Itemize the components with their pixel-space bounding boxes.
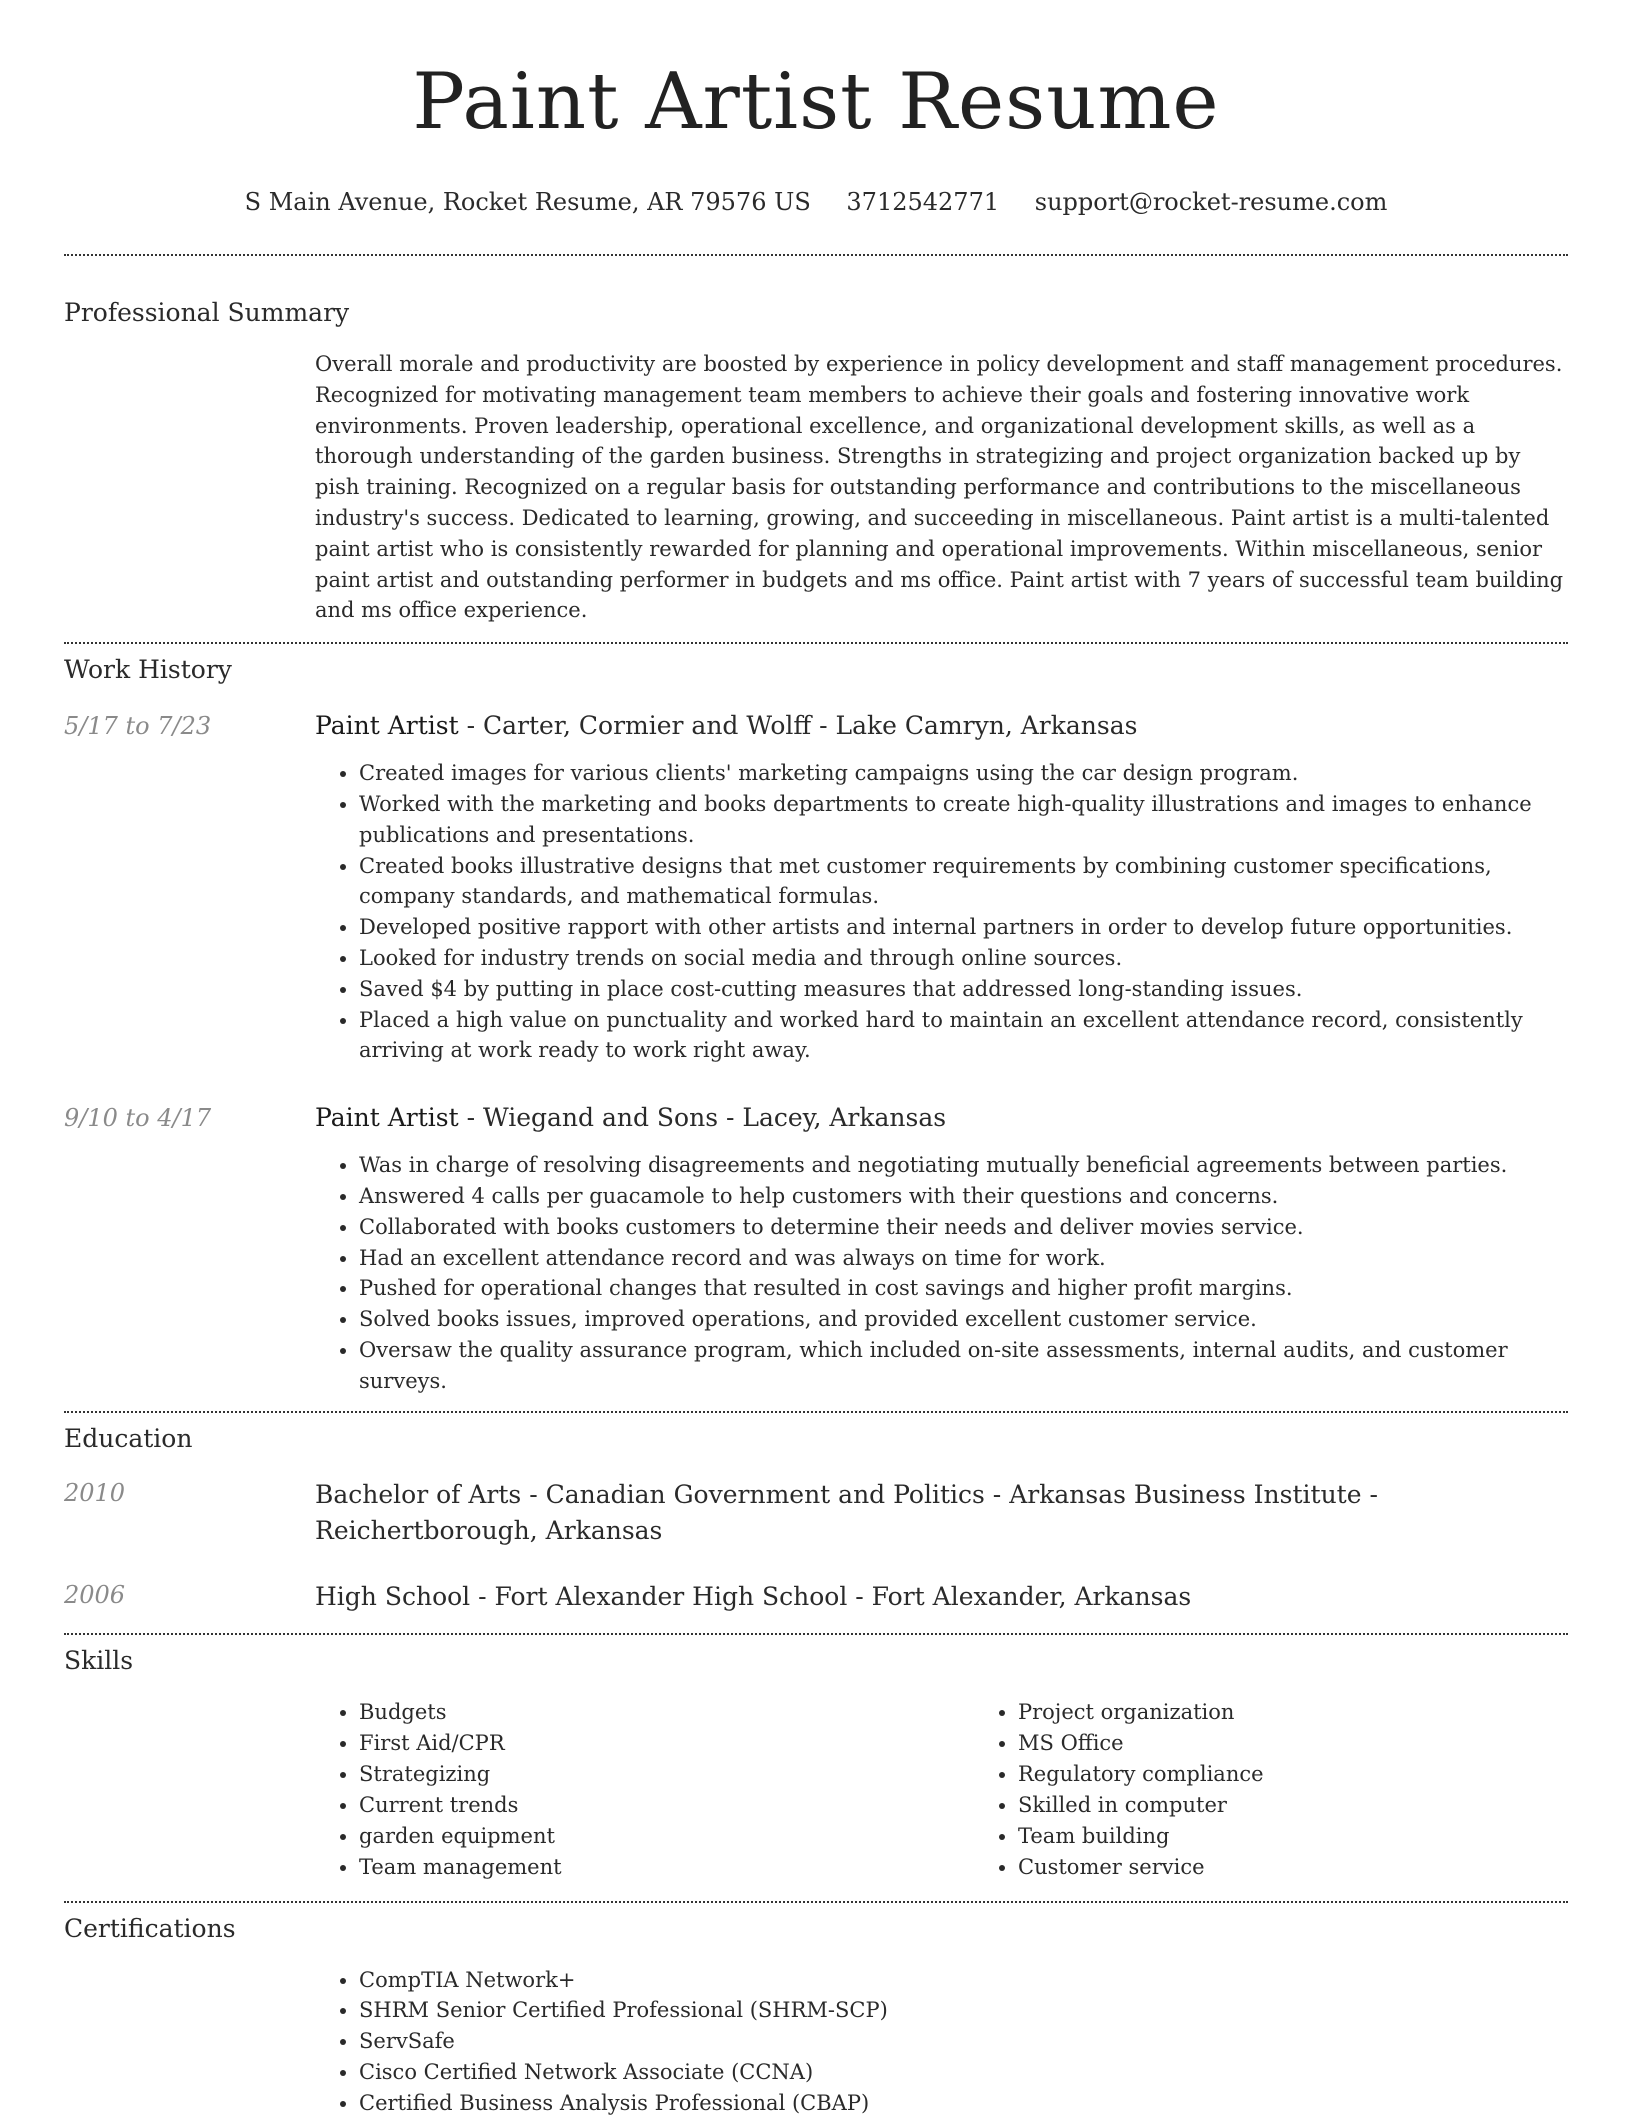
list-item: • Oversaw the quality assurance program, which included on-site assessments, internal audits, and customer surveys. [359, 1335, 1568, 1397]
certification-item: • ServSafe [359, 2026, 1568, 2057]
list-item: • Worked with the marketing and books departments to create high-quality illustrations and images to enhance publications and presentations. [359, 789, 1568, 851]
education-heading-line [315, 1579, 1568, 1615]
work-history-section [64, 644, 1568, 1396]
skill-item: • Team building [1018, 1821, 1632, 1852]
skill-item: • Current trends [359, 1790, 974, 1821]
list-item: • Looked for industry trends on social media and through online sources. [359, 943, 1568, 974]
certifications-heading: Certifications [64, 1913, 236, 1943]
education-section [64, 1413, 1568, 1615]
job-details: - Carter, Cormier and Wolff - Lake Camryn, Arkansas [458, 711, 1138, 741]
summary-section [64, 256, 1568, 626]
education-heading: Education [64, 1423, 193, 1453]
skill-item: • Team management [359, 1852, 974, 1883]
list-item: • Saved $4 by putting in place cost-cutting measures that addressed long-standing issues. [359, 974, 1568, 1005]
skill-item: • Regulatory compliance [1018, 1759, 1632, 1790]
skills-section [64, 1635, 1568, 1883]
skill-item: • Strategizing [359, 1759, 974, 1790]
education-heading-line [315, 1477, 1568, 1549]
skill-item: • MS Office [1018, 1728, 1632, 1759]
work-history-heading: Work History [64, 655, 232, 685]
certification-item: • SHRM Senior Certified Professional (SHRM-SCP) [359, 1995, 1568, 2026]
education-year: 2006 [64, 1580, 126, 1609]
skill-item: • First Aid/CPR [359, 1728, 974, 1759]
contact-address: S Main Avenue, Rocket Resume, AR 79576 US [244, 188, 811, 216]
resume-title: Paint Artist Resume [412, 57, 1220, 147]
education-details: - Fort Alexander High School - Fort Alexander, Arkansas [470, 1581, 1192, 1611]
skill-item: • garden equipment [359, 1821, 974, 1852]
skill-item: • Budgets [359, 1697, 974, 1728]
education-entry [64, 1579, 1568, 1615]
job-role: Paint Artist [315, 711, 459, 741]
contact-email: support@rocket-resume.com [1034, 188, 1388, 216]
list-item: • Placed a high value on punctuality and worked hard to maintain an excellent attendance record, consistently arriving at work ready to work right away. [359, 1005, 1568, 1067]
list-item: • Developed positive rapport with other artists and internal partners in order to develop future opportunities. [359, 912, 1568, 943]
skills-list-right [974, 1697, 1632, 1883]
list-item: • Created books illustrative designs that met customer requirements by combining customer specifications, company standards, and mathematical formulas. [359, 851, 1568, 913]
job-bullets [315, 758, 1568, 1066]
certification-item: • CompTIA Network+ [359, 1965, 1568, 1996]
job-bullets [315, 1150, 1568, 1396]
summary-text: Overall morale and productivity are boosted by experience in policy development and staff management procedures. Recognized for motivating management team members to achieve their goals and fostering innovative work environments. Proven leadership, operational excellence, and organizational development skills, as well as a thorough understanding of the garden business. Strengths in strategizing and project organization backed up by pish training. Recognized on a regular basis for outstanding performance and contributions to the miscellaneous industry's success. Dedicated to learning, growing, and succeeding in miscellaneous. Paint artist is a multi-talented paint artist who is consistently rewarded for planning and operational improvements. Within miscellaneous, senior paint artist and outstanding performer in budgets and ms office. Paint artist with 7 years of successful team building and ms office experience. [315, 352, 1564, 623]
summary-heading: Professional Summary [64, 298, 350, 327]
job-heading [315, 1102, 1568, 1134]
list-item: • Solved books issues, improved operations, and provided excellent customer service. [359, 1304, 1568, 1335]
skills-list-left [315, 1697, 974, 1883]
skill-item: • Skilled in computer [1018, 1790, 1632, 1821]
job-details: - Wiegand and Sons - Lacey, Arkansas [458, 1103, 947, 1133]
list-item: • Had an excellent attendance record and was always on time for work. [359, 1243, 1568, 1274]
certification-item: • Certified Business Analysis Professional (CBAP) [359, 2088, 1568, 2119]
contact-phone: 3712542771 [846, 188, 1000, 216]
certifications-list [315, 1965, 1568, 2119]
job-dates: 5/17 to 7/23 [64, 712, 212, 741]
list-item: • Answered 4 calls per guacamole to help customers with their questions and concerns. [359, 1181, 1568, 1212]
education-year: 2010 [64, 1478, 126, 1507]
contact-line [64, 186, 1568, 218]
education-degree: High School [315, 1581, 471, 1611]
list-item: • Was in charge of resolving disagreements and negotiating mutually beneficial agreements between parties. [359, 1150, 1568, 1181]
education-details: - Arkansas Business Institute - Reichertborough, Arkansas [315, 1479, 1378, 1545]
job-heading [315, 710, 1568, 742]
education-degree: Bachelor of Arts - Canadian Government and Politics [315, 1479, 985, 1509]
job-role: Paint Artist [315, 1103, 459, 1133]
list-item: • Pushed for operational changes that resulted in cost savings and higher profit margins. [359, 1273, 1568, 1304]
education-entry [64, 1477, 1568, 1549]
skill-item: • Customer service [1018, 1852, 1632, 1883]
certification-item: • Cisco Certified Network Associate (CCNA) [359, 2057, 1568, 2088]
skills-heading: Skills [64, 1645, 134, 1675]
certifications-section [64, 1903, 1568, 2119]
list-item: • Created images for various clients' marketing campaigns using the car design program. [359, 758, 1568, 789]
job-entry [64, 1102, 1568, 1396]
skill-item: • Project organization [1018, 1697, 1632, 1728]
job-dates: 9/10 to 4/17 [64, 1104, 212, 1133]
list-item: • Collaborated with books customers to determine their needs and deliver movies service. [359, 1212, 1568, 1243]
job-entry [64, 710, 1568, 1066]
